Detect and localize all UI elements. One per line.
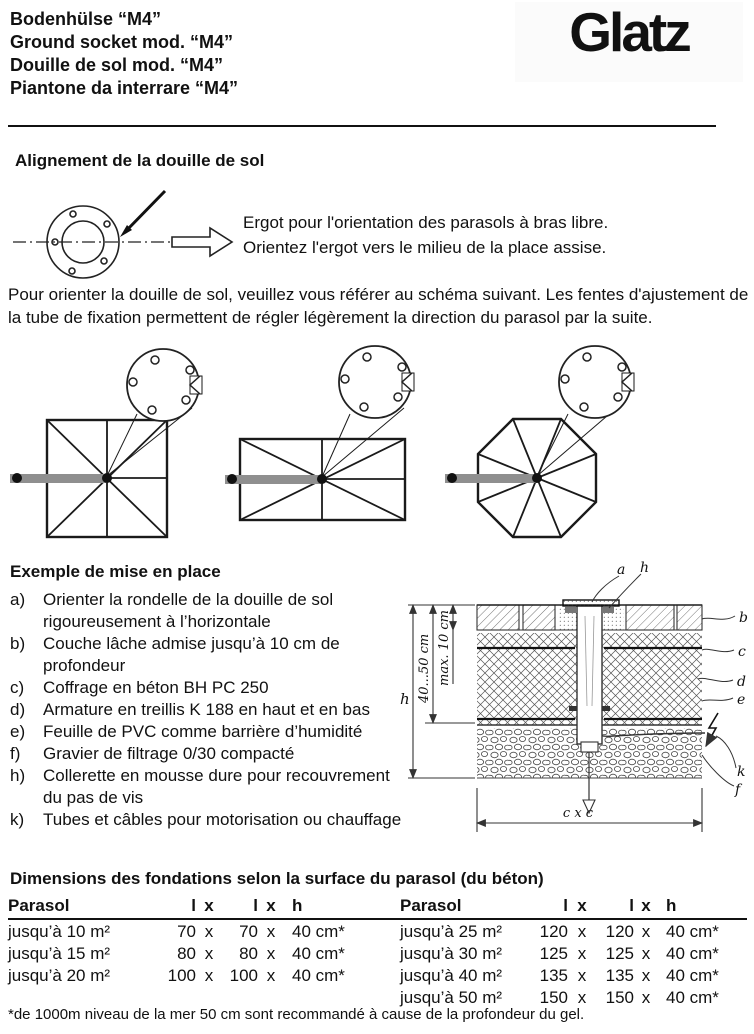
col-header: h	[292, 896, 303, 915]
table-cell: x	[577, 922, 587, 941]
list-item-text: Feuille de PVC comme barrière d’humidité	[43, 722, 363, 741]
table-cell: jusqu’à 40 m²	[400, 966, 503, 985]
list-item-text: Gravier de filtrage 0/30 compacté	[43, 744, 295, 763]
list-item-key: f)	[10, 744, 21, 763]
col-header: l	[253, 896, 258, 915]
table-cell: 125	[539, 944, 568, 963]
list-item	[10, 677, 402, 699]
list-item-key: e)	[10, 722, 26, 741]
table-cell: 40 cm*	[292, 966, 345, 985]
parasol-arm	[445, 474, 537, 483]
table-cell: 70	[177, 922, 196, 941]
table-row	[400, 943, 744, 965]
table-cell: 150	[605, 988, 634, 1007]
foundations-table-right	[400, 895, 744, 1009]
table-cell: 40 cm*	[666, 988, 719, 1007]
brand-logo	[515, 2, 743, 82]
table-cell: 80	[177, 944, 196, 963]
table-header-rule	[8, 918, 747, 920]
table-cell: 120	[539, 922, 568, 941]
table-cell: x	[204, 944, 214, 963]
ground-socket-flange-diagram	[10, 185, 245, 297]
alignment-heading: Alignement de la douille de sol	[15, 151, 265, 170]
list-item	[10, 699, 402, 721]
list-item	[10, 765, 402, 809]
title-de: Bodenhülse “M4”	[10, 9, 162, 29]
placement-heading: Exemple de mise en place	[10, 562, 221, 581]
svg-text:c: c	[738, 644, 746, 660]
svg-text:e: e	[737, 692, 746, 708]
table-cell: x	[577, 966, 587, 985]
table-cell: x	[641, 944, 651, 963]
list-item-key: k)	[10, 810, 25, 829]
table-body	[8, 921, 370, 987]
table-header	[8, 895, 370, 917]
table-cell: jusqu’à 25 m²	[400, 922, 503, 941]
dim-depth-label: 40...50 cm	[417, 633, 432, 703]
direction-arrow-icon	[172, 228, 232, 256]
col-header: x	[577, 896, 587, 915]
table-row	[400, 965, 744, 987]
rectangle-parasol-diagram	[225, 346, 414, 520]
table-cell: 70	[239, 922, 258, 941]
svg-text:a: a	[617, 562, 626, 578]
title-fr: Douille de sol mod. “M4”	[10, 55, 224, 75]
table-cell: 100	[229, 966, 258, 985]
foundations-table-left	[8, 895, 370, 987]
dim-max-label: max. 10 cm	[437, 610, 452, 686]
col-header: x	[266, 896, 276, 915]
list-item-text: Couche lâche admise jusqu’à 10 cm de profondeur	[43, 634, 340, 675]
table-cell: x	[204, 922, 214, 941]
placement-list	[10, 589, 402, 831]
table-cell: 40 cm*	[666, 966, 719, 985]
list-item	[10, 589, 402, 633]
table-cell: jusqu’à 50 m²	[400, 988, 503, 1007]
table-body	[400, 921, 744, 1009]
table-cell: 40 cm*	[292, 944, 345, 963]
col-header: Parasol	[400, 896, 462, 915]
table-cell: 150	[539, 988, 568, 1007]
parasol-orientation-diagrams	[0, 342, 754, 556]
table-cell: 135	[539, 966, 568, 985]
table-row	[8, 921, 370, 943]
ergot-note-line2: Orientez l'ergot vers le milieu de la place assise.	[243, 238, 607, 257]
svg-text:f: f	[735, 782, 741, 798]
dim-h-label: h	[400, 690, 410, 708]
table-row	[400, 921, 744, 943]
foundation-cross-section-diagram	[395, 556, 754, 848]
list-item-key: d)	[10, 700, 26, 719]
table-cell: x	[266, 922, 276, 941]
square-parasol-diagram	[10, 349, 202, 537]
orientation-paragraph: Pour orienter la douille de sol, veuillez vous référer au schéma suivant. Les fentes d'ajustement de la tube de fixation permettent de régler légèrement la direction du parasol par la suite.	[8, 285, 749, 327]
header-titles	[10, 8, 238, 100]
col-header: l	[191, 896, 196, 915]
parasol-arm	[225, 475, 322, 484]
list-item-key: b)	[10, 634, 26, 653]
ergot-note-line1: Ergot pour l'orientation des parasols à bras libre.	[243, 213, 609, 232]
col-header: h	[666, 896, 677, 915]
svg-text:b: b	[739, 610, 748, 626]
table-cell: 125	[605, 944, 634, 963]
list-item	[10, 809, 402, 831]
ergot-note	[243, 210, 733, 260]
svg-text:k: k	[737, 764, 746, 780]
table-row	[8, 943, 370, 965]
table-cell: x	[266, 966, 276, 985]
foam-collar-left	[565, 607, 577, 613]
table-cell: 100	[167, 966, 196, 985]
table-cell: 40 cm*	[666, 922, 719, 941]
dim-cxc-label: c x c	[562, 806, 594, 821]
list-item-key: a)	[10, 590, 26, 609]
col-header: Parasol	[8, 896, 70, 915]
title-it: Piantone da interrare “M4”	[10, 78, 239, 98]
table-cell: 120	[605, 922, 634, 941]
table-cell: jusqu’à 10 m²	[8, 922, 111, 941]
footnote: *de 1000m niveau de la mer 50 cm sont recommandé à cause de la profondeur du gel.	[8, 1006, 585, 1023]
list-item-text: Armature en treillis K 188 en haut et en bas	[43, 700, 370, 719]
table-cell: x	[641, 988, 651, 1007]
table-cell: x	[641, 922, 651, 941]
table-cell: jusqu’à 30 m²	[400, 944, 503, 963]
pointer-arrow-icon	[120, 191, 165, 237]
svg-text:h: h	[640, 560, 650, 576]
col-header: l	[629, 896, 634, 915]
list-item	[10, 721, 402, 743]
table-cell: x	[204, 966, 214, 985]
table-row	[8, 965, 370, 987]
lightning-bolt-icon	[706, 713, 718, 746]
list-item-text: Coffrage en béton BH PC 250	[43, 678, 269, 697]
flange-washer	[563, 600, 619, 606]
table-header	[400, 895, 744, 917]
brand-logo-text: Glatz	[569, 1, 689, 63]
table-cell: jusqu’à 20 m²	[8, 966, 111, 985]
octagon-parasol-diagram	[445, 346, 634, 537]
table-cell: x	[266, 944, 276, 963]
table-cell: 80	[239, 944, 258, 963]
list-item-text: Orienter la rondelle de la douille de sol rigoureusement à l’horizontale	[43, 590, 334, 631]
table-cell: x	[641, 966, 651, 985]
col-header: x	[204, 896, 214, 915]
foam-collar-right	[602, 607, 614, 613]
table-cell: 40 cm*	[666, 944, 719, 963]
col-header: l	[563, 896, 568, 915]
list-item-key: h)	[10, 766, 26, 785]
table-cell: x	[577, 944, 587, 963]
list-item	[10, 633, 402, 677]
list-item-text: Tubes et câbles pour motorisation ou chauffage	[43, 810, 402, 829]
header-divider	[8, 125, 716, 127]
table-cell: 40 cm*	[292, 922, 345, 941]
table-cell: x	[577, 988, 587, 1007]
list-item-text: Collerette en mousse dure pour recouvrement du pas de vis	[43, 766, 390, 807]
svg-text:d: d	[737, 674, 746, 690]
list-item-key: c)	[10, 678, 25, 697]
col-header: x	[641, 896, 651, 915]
table-cell: jusqu’à 15 m²	[8, 944, 111, 963]
parasol-arm	[10, 474, 107, 483]
foundations-heading: Dimensions des fondations selon la surface du parasol (du béton)	[10, 869, 544, 888]
list-item	[10, 743, 402, 765]
table-cell: 135	[605, 966, 634, 985]
title-en: Ground socket mod. “M4”	[10, 32, 234, 52]
